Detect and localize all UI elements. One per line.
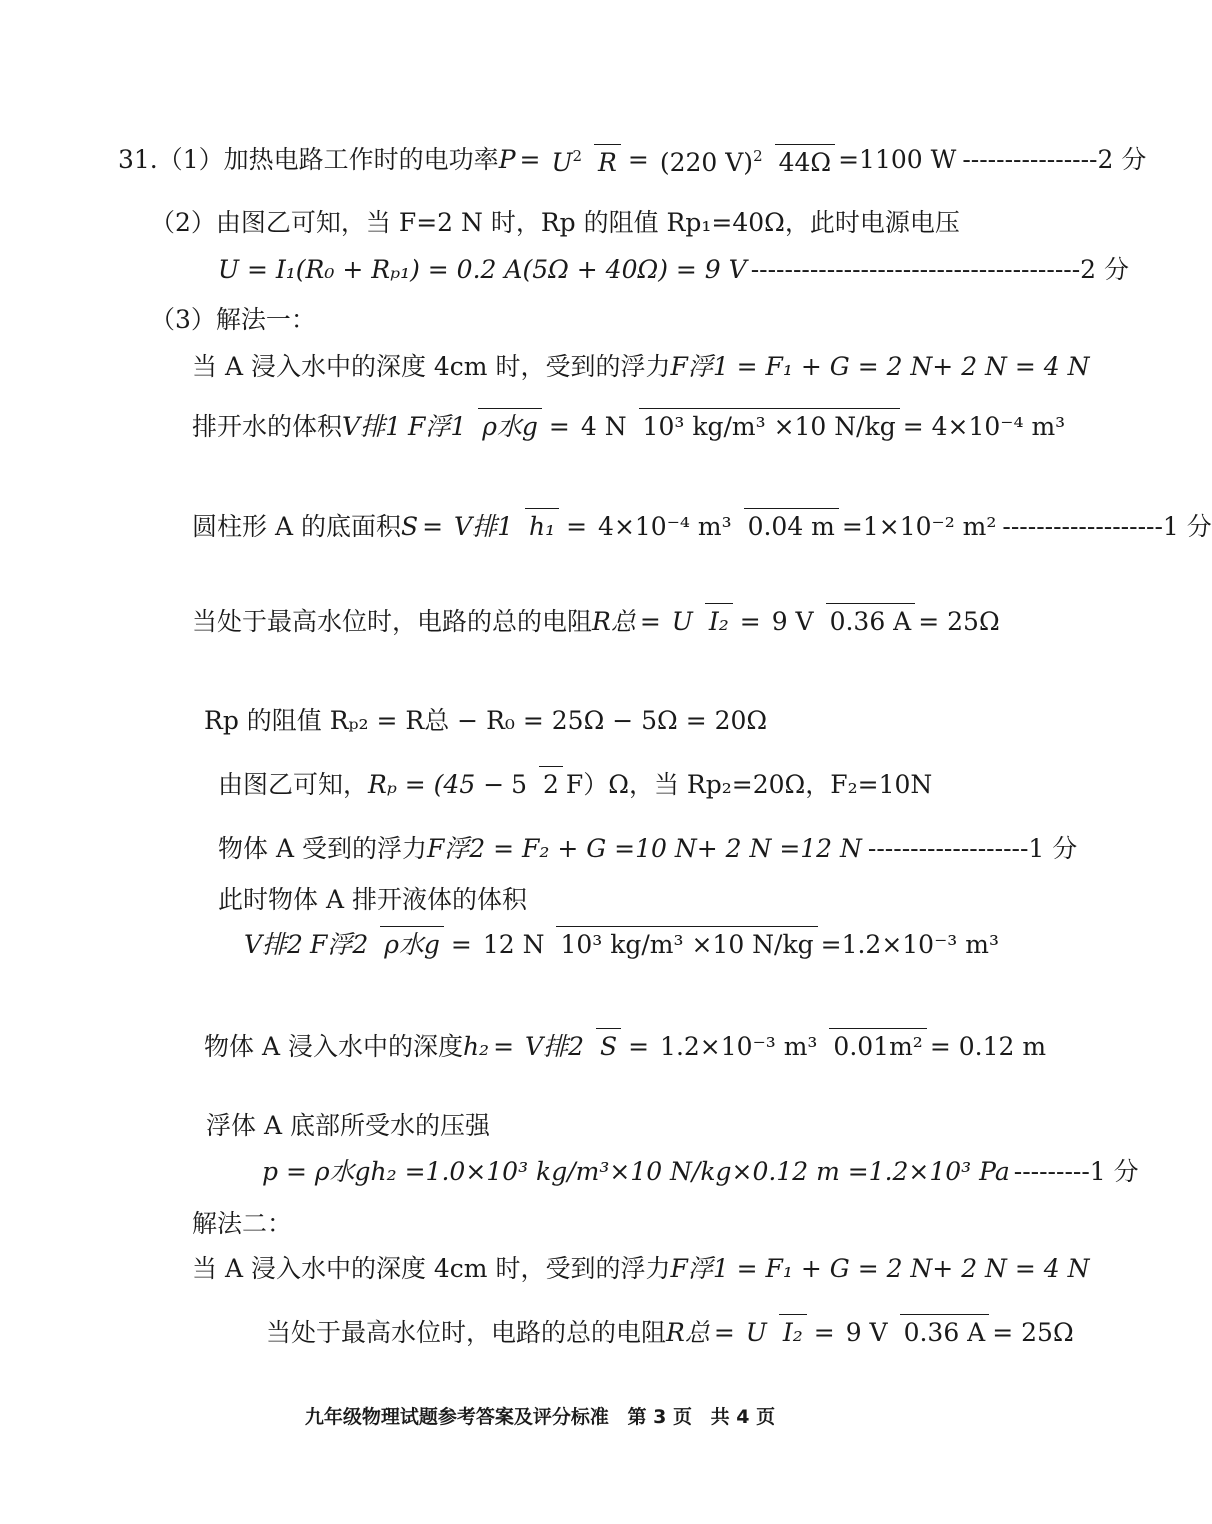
- part1-text: 加热电路工作时的电功率: [223, 144, 499, 174]
- fraction-numerator: 9 V: [845, 1318, 888, 1347]
- resistance-symbol: R: [594, 144, 621, 177]
- part-tag: （2）: [150, 208, 216, 237]
- graph-relation-line: [218, 770, 932, 800]
- value-fraction: [594, 512, 839, 542]
- step-text: 当 A 浸入水中的深度 4cm 时，受到的浮力: [192, 1254, 671, 1283]
- power-formula-fraction: [547, 141, 620, 178]
- dash-leader: -------------------: [1002, 512, 1163, 541]
- part2-text: 由图乙可知，当 F=2 N 时，Rp 的阻值 Rp₁=40Ω，此时电源电压: [215, 208, 960, 237]
- step-text: 物体 A 受到的浮力: [218, 834, 427, 863]
- equals-sign: =: [627, 144, 649, 174]
- part-tag: （3）解法一：: [150, 305, 316, 334]
- q31-part2-line2: [218, 255, 1129, 285]
- fraction-denominator: ρ水g: [478, 408, 542, 441]
- buoyancy-equation: F浮2 = F₂ + G =10 N+ 2 N =12 N: [426, 834, 862, 863]
- depth-symbol: h₂: [462, 1032, 490, 1061]
- score: 2 分: [1097, 144, 1147, 174]
- power-symbol: P: [498, 144, 516, 174]
- page-footer: [0, 1402, 1080, 1429]
- fraction-numerator: 5: [511, 770, 528, 799]
- voltage-symbol: U: [551, 148, 573, 177]
- part-tag: （1）: [157, 144, 224, 174]
- formula-fraction: [404, 412, 542, 442]
- fraction-denominator: 2: [539, 766, 563, 799]
- volume-symbol: V排2: [244, 930, 303, 959]
- fraction-denominator: S: [596, 1028, 621, 1061]
- exponent: 2: [753, 147, 763, 165]
- formula-fraction: [668, 607, 733, 637]
- fraction-numerator: (220 V): [659, 148, 754, 177]
- fraction-numerator: U: [671, 607, 693, 636]
- value-fraction: [479, 930, 818, 960]
- pressure-equation: p = ρ水gh₂ =1.0×10³ kg/m³×10 N/kg×0.12 m =1.2×10³ Pa: [262, 1157, 1010, 1186]
- fraction-numerator: 1.2×10⁻³ m³: [660, 1032, 818, 1061]
- area-symbol: S: [400, 512, 419, 541]
- pressure-line: [262, 1157, 1139, 1187]
- buoyancy-equation: F浮1 = F₁ + G = 2 N+ 2 N = 4 N: [670, 1254, 1090, 1283]
- power-result: =1100 W: [838, 144, 957, 174]
- page-number: 第 3 页: [627, 1406, 692, 1428]
- voltage-equation: U = I₁(R₀ + Rₚ₁) = 0.2 A(5Ω + 40Ω) = 9 V: [218, 255, 747, 284]
- result: = 25Ω: [992, 1318, 1074, 1347]
- fraction-denominator: 10³ kg/m³ ×10 N/kg: [639, 408, 900, 441]
- step-text: 浮体 A 底部所受水的压强: [206, 1111, 490, 1140]
- value-fraction: [842, 1318, 990, 1348]
- fraction-numerator: F浮2: [309, 930, 369, 959]
- method-tag: 解法二：: [192, 1209, 293, 1238]
- fraction-numerator: 9 V: [771, 607, 814, 636]
- fraction-numerator: 4×10⁻⁴ m³: [598, 512, 732, 541]
- footer-title: 九年级物理试题参考答案及评分标准: [304, 1406, 609, 1428]
- score: 1 分: [1162, 512, 1212, 541]
- dash-leader: -------------------: [867, 834, 1029, 863]
- fraction-denominator: 44Ω: [775, 144, 836, 177]
- q31-part1-line: [118, 141, 1146, 178]
- method-two-heading: [192, 1209, 292, 1239]
- fraction-denominator: 10³ kg/m³ ×10 N/kg: [556, 926, 817, 959]
- value-fraction: [656, 1032, 927, 1062]
- q31-part3-heading: [150, 305, 316, 335]
- fraction-numerator: V排1: [454, 512, 514, 541]
- buoyancy-equation: F浮1 = F₁ + G = 2 N+ 2 N = 4 N: [670, 352, 1090, 381]
- result: = 4×10⁻⁴ m³: [902, 412, 1066, 441]
- fraction-denominator: I₂: [779, 1314, 807, 1347]
- result: =1×10⁻² m²: [841, 512, 997, 541]
- equals-sign: =: [519, 144, 541, 174]
- displaced-volume-2-line: V排2 F浮2 ρ水g = 12 N 10³ kg/m³ ×10 N/kg =1.2×10⁻³ m³: [244, 930, 999, 960]
- displaced-volume-line: 排开水的体积 V排1 F浮1 ρ水g = 4 N 10³ kg/m³ ×10 N/kg = 4×10⁻⁴ m³: [192, 412, 1065, 442]
- fraction-numerator: U: [745, 1318, 767, 1347]
- power-value-fraction: [656, 141, 835, 178]
- fraction-denominator: 0.04 m: [744, 508, 839, 541]
- value-fraction: [577, 412, 900, 442]
- total-resistance-line: 当处于最高水位时，电路的总的电阻 R总 = U I₂ = 9 V 0.36 A = 25Ω: [192, 607, 1000, 637]
- result: =1.2×10⁻³ m³: [820, 930, 999, 959]
- resistance-symbol: R总: [666, 1318, 710, 1347]
- fraction-denominator: I₂: [705, 603, 733, 636]
- value-fraction: [768, 607, 916, 637]
- fraction-denominator: h₁: [525, 508, 559, 541]
- buoyancy-line-2: [218, 834, 1077, 864]
- question-number: 31.: [118, 144, 158, 174]
- volume-intro-line: [218, 885, 527, 915]
- score: 1 分: [1028, 834, 1078, 863]
- result: = 0.12 m: [929, 1032, 1047, 1061]
- formula-fraction: [521, 1032, 621, 1062]
- dash-leader: ----------------: [962, 144, 1098, 174]
- fraction-denominator: 0.01m²: [829, 1028, 926, 1061]
- resistance-symbol: R总: [592, 607, 636, 636]
- method-two-buoyancy-line: [192, 1254, 1090, 1284]
- coefficient-fraction: [507, 770, 563, 800]
- pressure-intro-line: [206, 1111, 490, 1141]
- fraction-numerator: F浮1: [407, 412, 467, 441]
- score: 2 分: [1080, 255, 1130, 284]
- page-total: 共 4 页: [710, 1406, 776, 1428]
- formula-fraction: [742, 1318, 807, 1348]
- exponent: 2: [572, 147, 583, 165]
- volume-symbol: V排1: [342, 412, 401, 441]
- base-area-line: 圆柱形 A 的底面积 S = V排1 h₁ = 4×10⁻⁴ m³ 0.04 m =1×10⁻² m² ------------------- 1 分: [192, 512, 1212, 542]
- buoyancy-line-1: [192, 352, 1090, 382]
- formula-fraction: [450, 512, 559, 542]
- rp2-line: [204, 706, 767, 736]
- step-text: 当处于最高水位时，电路的总的电阻: [192, 607, 593, 636]
- depth-line: 物体 A 浸入水中的深度 h₂ = V排2 S = 1.2×10⁻³ m³ 0.01m² = 0.12 m: [204, 1032, 1046, 1062]
- dash-leader: ---------: [1013, 1157, 1090, 1186]
- relation-continued: F）Ω，当 Rp₂=20Ω，F₂=10N: [565, 770, 933, 799]
- step-text: 物体 A 浸入水中的深度: [204, 1032, 463, 1061]
- step-text: 由图乙可知，: [218, 770, 369, 799]
- dash-leader: ---------------------------------------: [750, 255, 1081, 284]
- fraction-denominator: 0.36 A: [826, 603, 916, 636]
- fraction-numerator: 4 N: [580, 412, 627, 441]
- formula-fraction: [306, 930, 444, 960]
- step-text: 当 A 浸入水中的深度 4cm 时，受到的浮力: [192, 352, 671, 381]
- step-text: 当处于最高水位时，电路的总的电阻: [266, 1318, 667, 1347]
- result: = 25Ω: [918, 607, 1000, 636]
- fraction-numerator: 12 N: [482, 930, 545, 959]
- score: 1 分: [1089, 1157, 1139, 1186]
- method-two-resistance-line: 当处于最高水位时，电路的总的电阻 R总 = U I₂ = 9 V 0.36 A = 25Ω: [266, 1318, 1074, 1348]
- step-text: 圆柱形 A 的底面积: [192, 512, 401, 541]
- step-text: 排开水的体积: [192, 412, 343, 441]
- fraction-denominator: ρ水g: [380, 926, 444, 959]
- q31-part2-line1: [150, 208, 960, 238]
- relation-equation: Rₚ = (45 −: [368, 770, 505, 799]
- fraction-denominator: 0.36 A: [900, 1314, 990, 1347]
- fraction-numerator: V排2: [525, 1032, 584, 1061]
- rp2-equation: Rp 的阻值 Rₚ₂ = R总 − R₀ = 25Ω − 5Ω = 20Ω: [204, 706, 768, 735]
- step-text: 此时物体 A 排开液体的体积: [218, 885, 527, 914]
